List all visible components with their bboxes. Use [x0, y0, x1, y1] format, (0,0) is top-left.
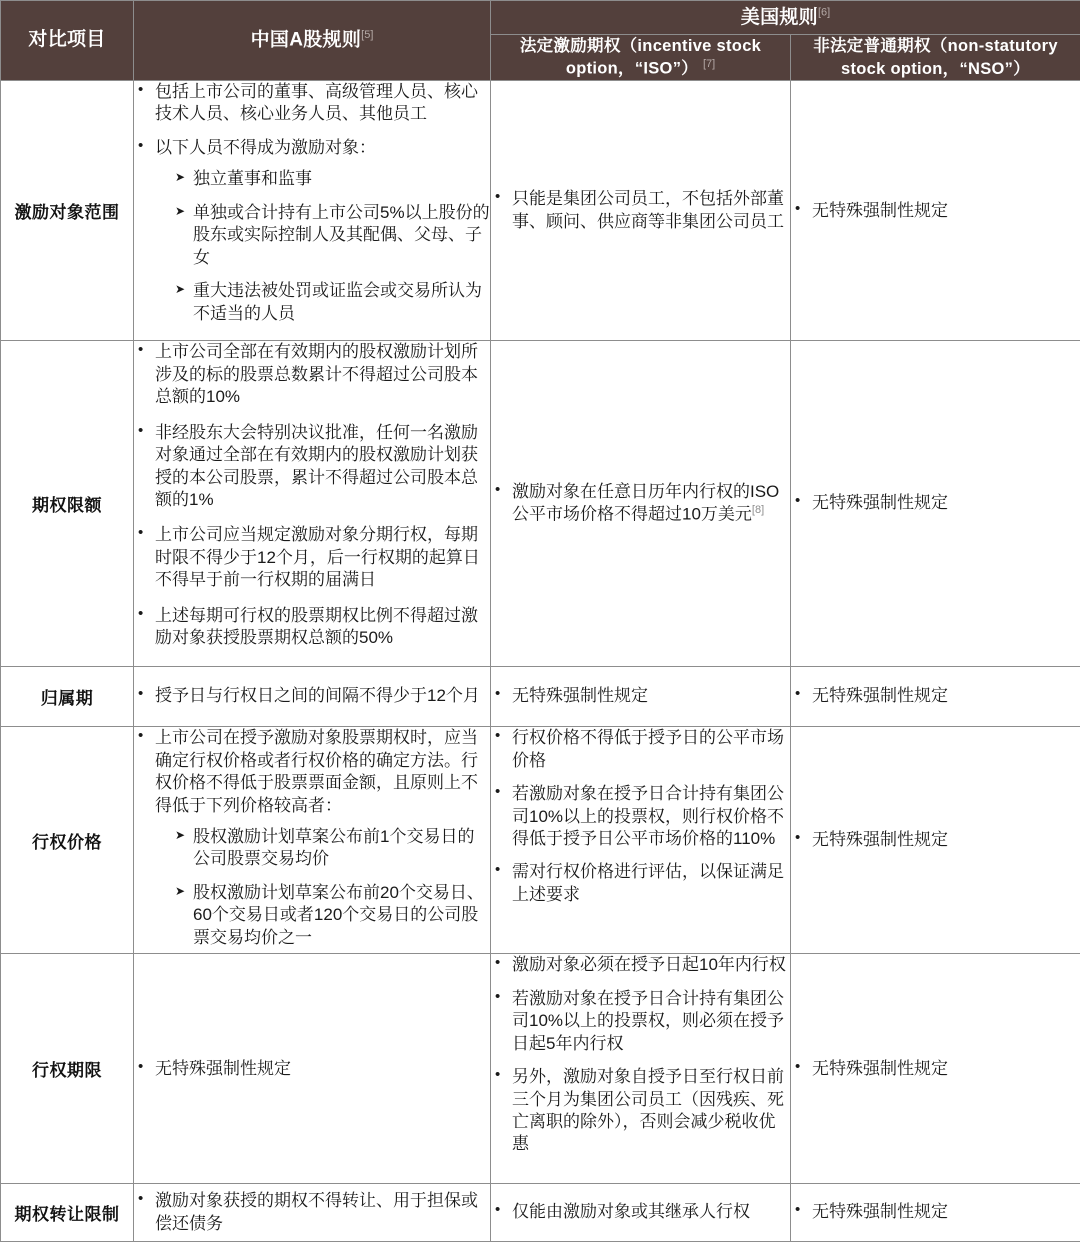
bullet-list — [134, 1058, 490, 1080]
sub-bullet-item: ➤ 重大违法被处罚或证监会或交易所认为不适当的人员 — [175, 280, 490, 325]
cell-iso — [491, 666, 791, 727]
bullet-item — [491, 727, 790, 772]
bullet-text: • 授予日与行权日之间的间隔不得少于12个月 — [155, 686, 480, 706]
bullet-item — [134, 685, 490, 707]
cell-iso — [491, 81, 791, 341]
bullet-text: • 上市公司应当规定激励对象分期行权，每期时限不得少于12个月，后一行权期的起算日不得早于前一行权期的届满日 — [155, 525, 480, 590]
bullet-text: • 若激励对象在授予日合计持有集团公司10%以上的投票权，则必须在授予日起5年内行权 — [512, 988, 785, 1053]
bullet-item — [134, 727, 490, 949]
bullet-text: • 上市公司在授予激励对象股票期权时，应当确定行权价格或者行权价格的确定方法。行权价格不得低于股票票面金额，且原则上不得低于下列价格较高者： — [155, 728, 478, 815]
bullet-item — [491, 188, 790, 233]
bullet-list — [491, 1201, 790, 1223]
header-iso-label: 法定激励期权（incentive stock option，“ISO”） — [519, 37, 762, 78]
bullet-list — [791, 829, 1080, 851]
header-group-row — [1, 1, 1080, 35]
cell-nso — [791, 727, 1080, 954]
bullet-item — [491, 481, 790, 527]
table-row — [1, 727, 1080, 954]
bullet-list — [791, 1201, 1080, 1223]
header-iso-column — [491, 35, 791, 81]
bullet-text: • 激励对象在任意日历年内行权的ISO公平市场价格不得超过10万美元[8] — [512, 481, 780, 524]
table-row — [1, 666, 1080, 727]
cell-iso — [491, 954, 791, 1184]
bullet-list — [134, 685, 490, 707]
header-us-rules-group — [491, 1, 1080, 35]
cell-china — [134, 1184, 491, 1242]
bullet-list — [134, 727, 490, 949]
bullet-list — [491, 481, 790, 527]
bullet-list — [491, 727, 790, 906]
cell-china — [134, 341, 491, 666]
row-label-3: 行权价格 — [1, 727, 134, 954]
bullet-text: • 包括上市公司的董事、高级管理人员、核心技术人员、核心业务人员、其他员工 — [155, 82, 478, 124]
bullet-text: • 无特殊强制性规定 — [812, 200, 948, 220]
header-china-rules-label: 中国A股规则 — [250, 29, 362, 51]
table-row — [1, 81, 1080, 341]
bullet-list — [791, 200, 1080, 222]
table-row — [1, 1184, 1080, 1242]
footnote-ref-6: [6] — [817, 6, 831, 19]
header-nso-column — [791, 35, 1080, 81]
sub-bullet-list — [155, 168, 490, 325]
bullet-text: • 仅能由激励对象或其继承人行权 — [512, 1202, 750, 1222]
bullet-text: • 非经股东大会特别决议批准，任何一名激励对象通过全部在有效期内的股权激励计划获授的本公司股票，累计不得超过公司股本总额的1% — [155, 422, 478, 510]
table-row — [1, 341, 1080, 666]
header-nso-label: 非法定普通期权（non-statutory stock option，“NSO”） — [813, 37, 1058, 78]
bullet-text: • 行权价格不得低于授予日的公平市场价格 — [512, 728, 784, 770]
bullet-text: • 无特殊强制性规定 — [812, 493, 948, 513]
cell-nso — [791, 81, 1080, 341]
bullet-text: • 以下人员不得成为激励对象： — [155, 137, 376, 157]
cell-china — [134, 81, 491, 341]
bullet-item — [791, 1058, 1080, 1080]
bullet-item — [134, 605, 490, 650]
bullet-item — [134, 422, 490, 512]
bullet-text: • 激励对象必须在授予日起10年内行权 — [512, 955, 786, 975]
cell-nso — [791, 1184, 1080, 1242]
bullet-list — [134, 341, 490, 649]
sub-bullet-item: ➤ 股权激励计划草案公布前20个交易日、60个交易日或者120个交易日的公司股票交易均价之一 — [175, 882, 490, 949]
bullet-item — [791, 685, 1080, 707]
row-label-0: 激励对象范围 — [1, 81, 134, 341]
bullet-text: • 需对行权价格进行评估，以保证满足上述要求 — [512, 862, 784, 904]
bullet-list — [491, 954, 790, 1156]
footnote-ref: [8] — [751, 504, 765, 517]
cell-nso — [791, 341, 1080, 666]
bullet-text: • 另外，激励对象自授予日至行权日前三个月为集团公司员工（因残疾、死亡离职的除外），否则会减少税收优惠 — [512, 1067, 784, 1154]
row-label-2: 归属期 — [1, 666, 134, 727]
table-header — [1, 1, 1080, 81]
bullet-item — [491, 1201, 790, 1223]
row-label-4: 行权期限 — [1, 954, 134, 1184]
bullet-text: • 激励对象获授的期权不得转让、用于担保或偿还债务 — [155, 1191, 478, 1233]
row-label-5: 期权转让限制 — [1, 1184, 134, 1242]
cell-nso — [791, 954, 1080, 1184]
bullet-list — [134, 81, 490, 325]
bullet-list — [134, 1190, 490, 1235]
bullet-item — [491, 685, 790, 707]
bullet-text: • 无特殊强制性规定 — [155, 1058, 291, 1078]
bullet-text: • 无特殊强制性规定 — [812, 830, 948, 850]
bullet-list — [791, 685, 1080, 707]
cell-china — [134, 954, 491, 1184]
bullet-list — [791, 492, 1080, 514]
header-compare-item — [1, 1, 134, 81]
sub-bullet-item: ➤ 独立董事和监事 — [175, 168, 490, 190]
header-china-rules — [134, 1, 491, 81]
cell-china — [134, 666, 491, 727]
cell-iso — [491, 341, 791, 666]
bullet-item — [791, 200, 1080, 222]
bullet-item — [134, 81, 490, 126]
bullet-text: • 只能是集团公司员工，不包括外部董事、顾问、供应商等非集团公司员工 — [512, 189, 784, 231]
bullet-item — [134, 1190, 490, 1235]
table-body — [1, 81, 1080, 1242]
bullet-text: • 无特殊强制性规定 — [812, 1202, 948, 1222]
bullet-list — [491, 188, 790, 233]
cell-nso — [791, 666, 1080, 727]
bullet-text: • 上述每期可行权的股票期权比例不得超过激励对象获授股票期权总额的50% — [155, 605, 478, 648]
header-us-rules-label: 美国规则 — [740, 6, 818, 28]
cell-iso — [491, 1184, 791, 1242]
bullet-item — [791, 492, 1080, 514]
bullet-item — [134, 1058, 490, 1080]
bullet-item — [134, 137, 490, 325]
bullet-text: • 无特殊强制性规定 — [812, 686, 948, 706]
bullet-text: • 无特殊强制性规定 — [812, 1058, 948, 1078]
bullet-text: • 无特殊强制性规定 — [512, 686, 648, 706]
table-row — [1, 954, 1080, 1184]
footnote-ref-5: [5] — [361, 29, 374, 41]
sub-bullet-item: ➤ 单独或合计持有上市公司5%以上股份的股东或实际控制人及其配偶、父母、子女 — [175, 202, 490, 269]
bullet-item — [134, 341, 490, 408]
footnote-ref-7: [7] — [702, 58, 716, 71]
bullet-item — [491, 783, 790, 850]
bullet-text: • 上市公司全部在有效期内的股权激励计划所涉及的标的股票总数累计不得超过公司股本总额的10% — [155, 342, 478, 407]
bullet-list — [791, 1058, 1080, 1080]
sub-bullet-list — [155, 826, 490, 949]
bullet-item — [134, 524, 490, 591]
bullet-text: • 若激励对象在授予日合计持有集团公司10%以上的投票权，则行权价格不得低于授予日公平市场价格的110% — [512, 784, 785, 848]
bullet-item — [491, 861, 790, 906]
row-label-1: 期权限额 — [1, 341, 134, 666]
bullet-list — [491, 685, 790, 707]
sub-bullet-item: ➤ 股权激励计划草案公布前1个交易日的公司股票交易均价 — [175, 826, 490, 871]
bullet-item — [491, 1066, 790, 1156]
bullet-item — [791, 1201, 1080, 1223]
cell-iso — [491, 727, 791, 954]
bullet-item — [491, 988, 790, 1055]
bullet-item — [791, 829, 1080, 851]
cell-china — [134, 727, 491, 954]
header-compare-item-label: 对比项目 — [28, 29, 106, 51]
bullet-item — [491, 954, 790, 976]
